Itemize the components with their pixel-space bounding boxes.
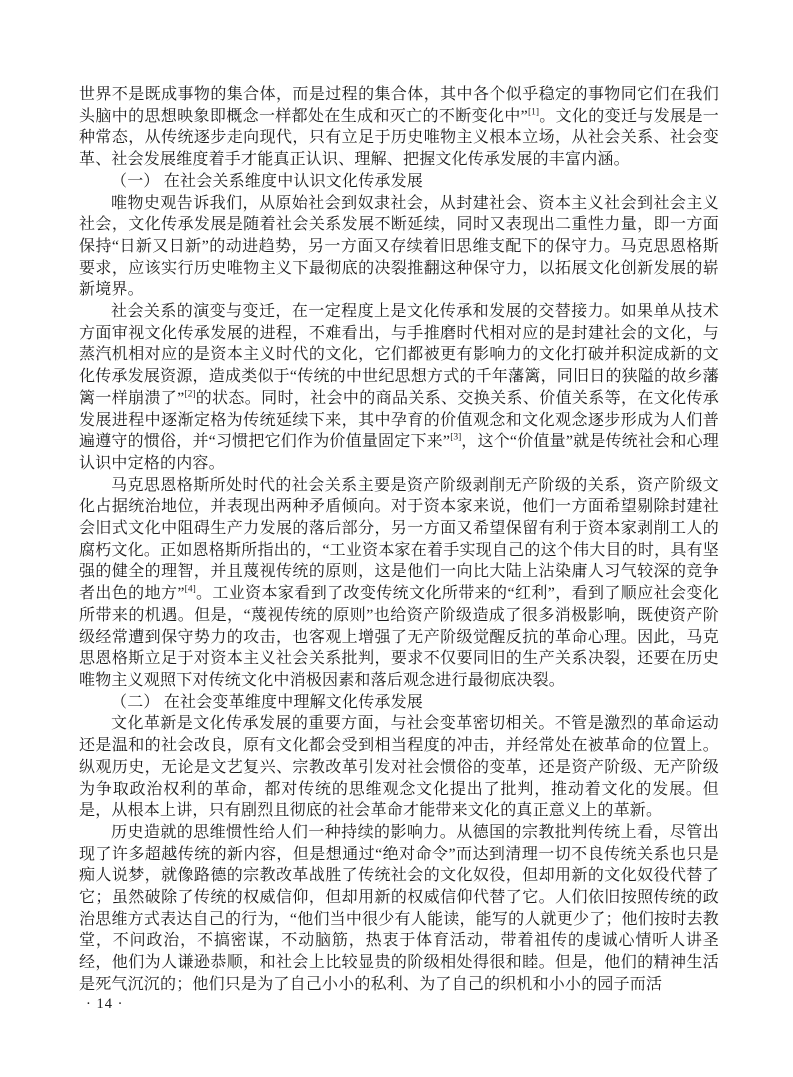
body-paragraph <box>79 193 719 302</box>
citation-marker: [2] <box>184 389 196 400</box>
text-run: 。工业资本家看到了改变传统文化所带来的“红利”，看到了顺应社会变化所带来的机遇。但是，“蔑视传统的原则”也给资产阶级造成了很多消极影响，既使资产阶级经常遭到保守势力的攻击，也客观上增强了无产阶级觉醒反抗的革命心理。因此，马克思恩格斯立足于对资本主义社会关系批判，要求不仅要同旧的生产关系决裂，还要在历史唯物主义观照下对传统文化中消极因素和落后观念进行最彻底决裂。 <box>79 585 719 689</box>
text-run: 世界不是既成事物的集合体，而是过程的集合体，其中各个似乎稳定的事物同它们在我们头脑中的思想映象即概念一样都处在生成和灭亡的不断变化中” <box>79 86 719 125</box>
text-run: （一） 在社会关系维度中认识文化传承发展 <box>111 172 424 190</box>
body-paragraph <box>79 475 719 692</box>
text-run: ，这个“价值量”就是传统社会和心理认识中定格的内容。 <box>79 433 719 472</box>
body-paragraph <box>79 713 719 822</box>
text-run: 。文化的变迁与发展是一种常态，从传统逐步走向现代，只有立足于历史唯物主义根本立场，从社会关系、社会变革、社会发展维度着手才能真正认识、理解、把握文化传承发展的丰富内涵。 <box>79 107 720 169</box>
citation-marker: [4] <box>184 584 196 595</box>
body-paragraph <box>79 301 719 475</box>
section-heading <box>79 171 719 193</box>
page-number: · 14 · <box>86 996 124 1012</box>
citation-marker: [1] <box>527 107 540 118</box>
text-run: （二） 在社会变革维度中理解文化传承发展 <box>111 693 424 711</box>
text-run: 历史造就的思维惯性给人们一种持续的影响力。从德国的宗教批判传统上看，尽管出现了许多超越传统的新内容，但是想通过“绝对命令”而达到清理一切不良传统关系也只是痴人说梦，就像路德的宗教改革战胜了传统社会的文化奴役，但却用新的文化奴役代替了它；虽然破除了传统的权威信仰，但却用新的权威信仰代替了它。人们依旧按照传统的政治思维方式表达自己的行为，“他们当中很少有人能读，能写的人就更少了；他们按时去教堂，不问政治，不搞密谋，不动脑筋，热衷于体育活动，带着祖传的虔诚心情听人讲圣经，他们为人谦逊恭顺，和社会上比较显贵的阶级相处得很和睦。但是，他们的精神生活是死气沉沉的；他们只是为了自己小小的私利、为了自己的织机和小小的园子而活 <box>79 823 719 993</box>
text-run: 唯物史观告诉我们，从原始社会到奴隶社会，从封建社会、资本主义社会到社会主义社会，文化传承发展是随着社会关系发展不断延续，同时又表现出二重性力量，即一方面保持“日新又日新”的动进趋势，另一方面又存续着旧思维支配下的保守力。马克思恩格斯要求，应该实行历史唯物主义下最彻底的决裂推翻这种保守力，以拓展文化创新发展的崭新境界。 <box>79 194 719 299</box>
text-run: 马克思恩格斯所处时代的社会关系主要是资产阶级剥削无产阶级的关系，资产阶级文化占据统治地位，并表现出两种矛盾倾向。对于资本家来说，他们一方面希望剔除封建社会旧式文化中阻碍生产力发展的落后部分，另一方面又希望保留有利于资本家剥削工人的腐朽文化。正如恩格斯所指出的，“工业资本家在着手实现自己的这个伟大目的时，具有坚强的健全的理智，并且蔑视传统的原则，这是他们一向比大陆上沾染庸人习气较深的竞争者出色的地方” <box>79 476 719 603</box>
text-run: 的状态。同时，社会中的商品关系、交换关系、价值关系等，在文化传承发展进程中逐渐定格为传统延续下来，其中孕育的价值观念和文化观念逐步形成为人们普遍遵守的惯俗，并“习惯把它们作为价值量固定下来” <box>79 389 719 451</box>
section-heading <box>79 692 719 714</box>
text-run: 文化革新是文化传承发展的重要方面，与社会变革密切相关。不管是激烈的革命运动还是温和的社会改良，原有文化都会受到相当程度的冲击，并经常处在被革命的位置上。纵观历史，无论是文艺复兴、宗教改革引发对社会惯俗的变革，还是资产阶级、无产阶级为争取政治权利的革命，都对传统的思维观念文化提出了批判，推动着文化的发展。但是，从根本上讲，只有剧烈且彻底的社会革命才能带来文化的真正意义上的革新。 <box>79 715 719 820</box>
text-body <box>79 84 719 996</box>
citation-marker: [3] <box>450 432 462 443</box>
body-paragraph <box>79 84 719 171</box>
body-paragraph <box>79 822 719 996</box>
text-run: 社会关系的演变与变迁，在一定程度上是文化传承和发展的交替接力。如果单从技术方面审视文化传承发展的进程，不难看出，与手推磨时代相对应的是封建社会的文化，与蒸汽机相对应的是资本主义时代的文化，它们都被更有影响力的文化打破并积淀成新的文化传承发展资源，造成类似于“传统的中世纪思想方式的千年藩篱，同旧日的狭隘的故乡藩篱一样崩溃了” <box>79 303 719 407</box>
